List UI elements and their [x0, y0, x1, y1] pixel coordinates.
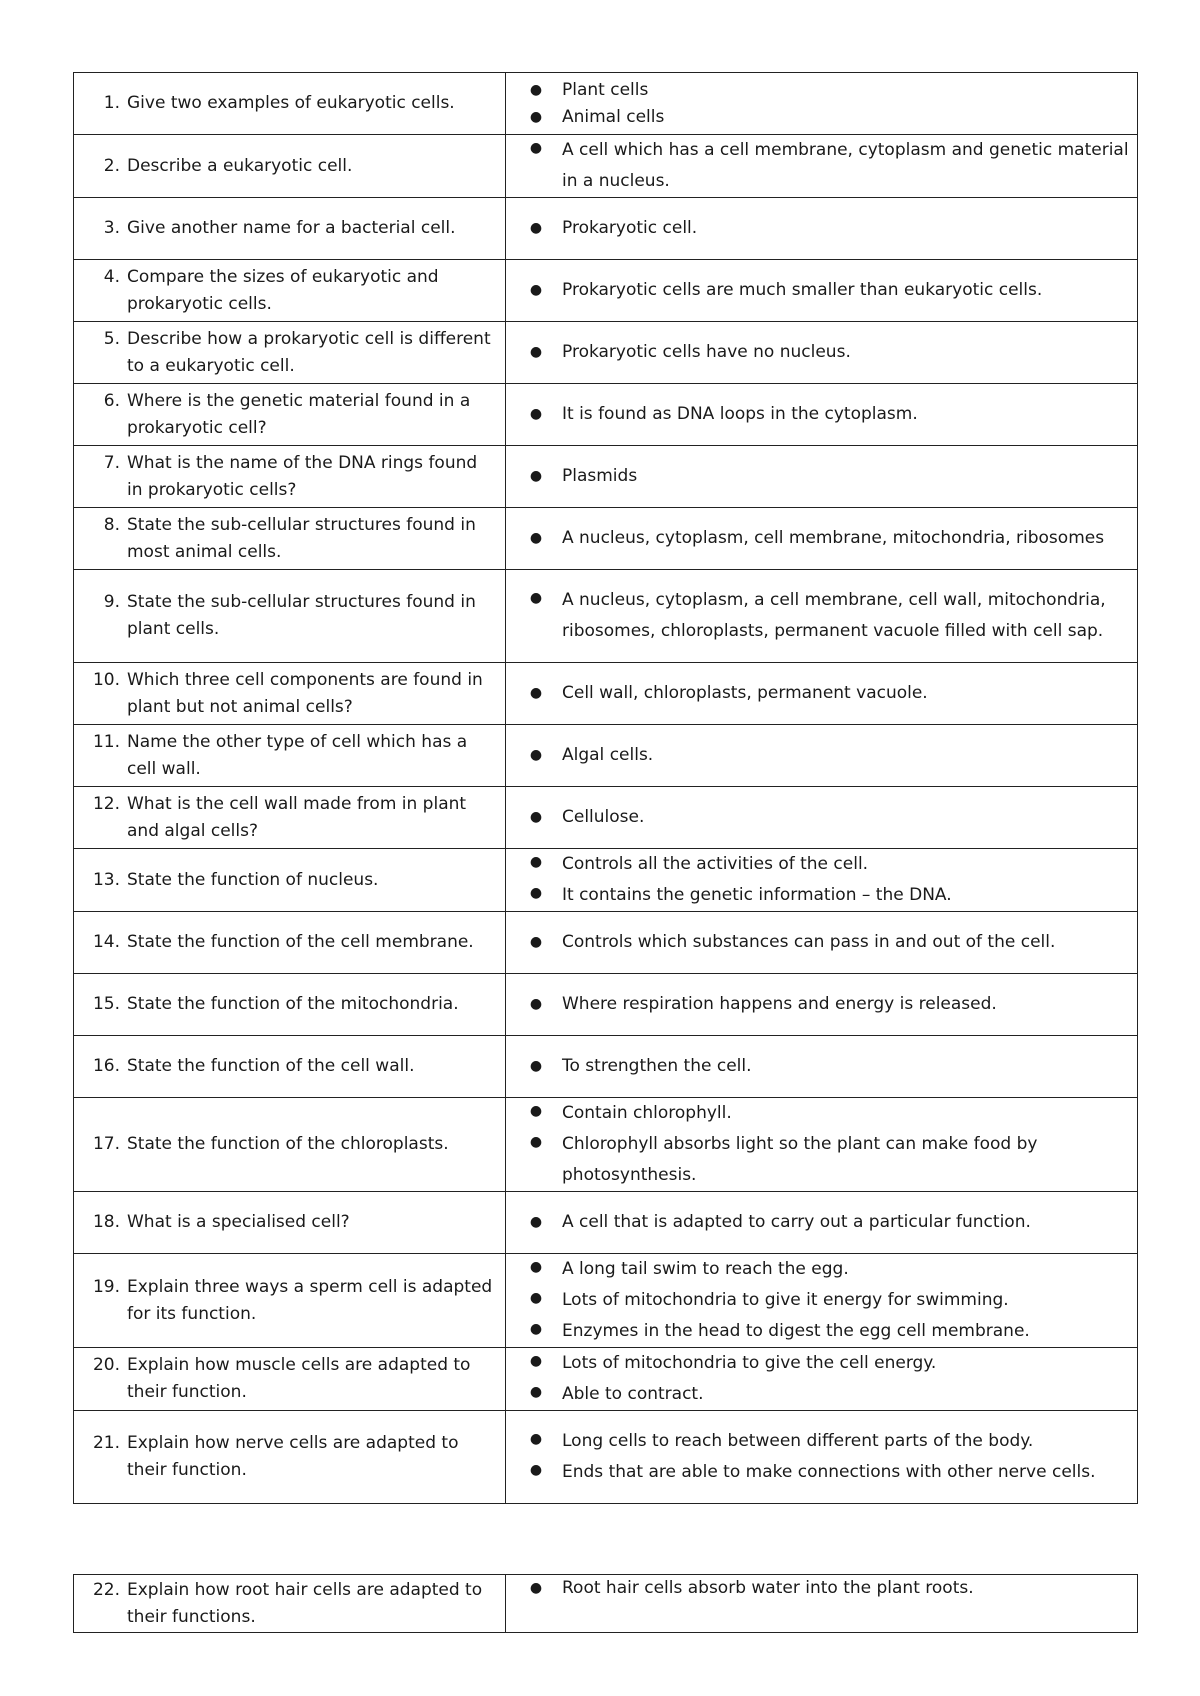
answer-text: A cell which has a cell membrane, cytoplasm and genetic material in a nucleus.: [562, 140, 1129, 191]
answer-list: [506, 804, 1137, 831]
table-row: [74, 570, 1138, 663]
answer-cell: [506, 446, 1138, 508]
answer-text: Controls which substances can pass in and out of the cell.: [562, 932, 1056, 952]
answer-cell: [506, 1098, 1138, 1192]
answer-list: [506, 849, 1137, 911]
answer-item: [506, 849, 1129, 880]
question-text: Compare the sizes of eukaryotic and prokaryotic cells.: [127, 266, 439, 314]
answer-item: [506, 1254, 1129, 1285]
answer-cell: [506, 974, 1138, 1036]
bullet-icon: ●: [529, 590, 543, 606]
question-number: 2.: [103, 155, 120, 176]
question-text: What is the cell wall made from in plant and algal cells?: [127, 793, 467, 841]
bullet-icon: ●: [529, 344, 543, 360]
question-number: 6.: [103, 390, 120, 411]
bullet-icon: ●: [529, 1290, 543, 1306]
table-row: [74, 1192, 1138, 1254]
answer-list: [506, 277, 1137, 304]
question-cell: [74, 849, 506, 912]
answer-cell: [506, 73, 1138, 135]
answer-cell: [506, 663, 1138, 725]
answer-item: [506, 215, 1129, 242]
question-cell: [74, 1254, 506, 1348]
bullet-icon: ●: [529, 1580, 543, 1596]
answer-list: [506, 1053, 1137, 1080]
bullet-icon: ●: [529, 809, 543, 825]
answer-cell: [506, 1575, 1138, 1633]
question-number: 21.: [92, 1433, 120, 1453]
question-text: Explain how muscle cells are adapted to their function.: [127, 1355, 471, 1402]
answer-item: [506, 1053, 1129, 1080]
bullet-icon: ●: [529, 220, 543, 236]
answer-text: Lots of mitochondria to give it energy for swimming.: [562, 1290, 1009, 1310]
answer-cell: [506, 570, 1138, 663]
answer-list: [506, 135, 1137, 197]
answer-text: Plant cells: [562, 79, 649, 100]
bullet-icon: ●: [529, 854, 543, 870]
answer-text: Controls all the activities of the cell.: [562, 854, 869, 874]
bullet-icon: ●: [529, 406, 543, 422]
bullet-icon: ●: [529, 468, 543, 484]
question-number: 14.: [92, 932, 120, 952]
answer-cell: [506, 135, 1138, 198]
answer-item: [506, 135, 1129, 197]
answer-cell: [506, 1254, 1138, 1348]
answer-text: Enzymes in the head to digest the egg cell membrane.: [562, 1321, 1030, 1341]
answer-cell: [506, 1192, 1138, 1254]
question-text: Explain how root hair cells are adapted to their functions.: [127, 1579, 483, 1627]
bullet-icon: ●: [529, 108, 543, 125]
answer-list: [506, 1254, 1137, 1347]
answer-list: [506, 401, 1137, 428]
answer-text: Able to contract.: [562, 1384, 704, 1404]
answer-text: It contains the genetic information – the DNA.: [562, 885, 952, 905]
question-text: Describe a eukaryotic cell.: [127, 155, 353, 176]
question-number: 16.: [92, 1056, 120, 1076]
answer-item: [506, 1348, 1129, 1379]
question-number: 22.: [92, 1579, 120, 1600]
question-cell: [74, 73, 506, 135]
answer-text: Prokaryotic cells are much smaller than eukaryotic cells.: [562, 280, 1043, 300]
bullet-icon: ●: [529, 140, 543, 156]
question-text: What is a specialised cell?: [127, 1212, 350, 1232]
answer-text: Cellulose.: [562, 807, 645, 827]
answer-text: Algal cells.: [562, 745, 654, 765]
table-row: [74, 198, 1138, 260]
question-cell: [74, 974, 506, 1036]
answer-list: [506, 585, 1137, 647]
answer-item: [506, 1098, 1129, 1129]
answer-list: [506, 991, 1137, 1018]
table-row: [74, 1098, 1138, 1192]
answer-text: Animal cells: [562, 106, 665, 127]
answer-item: [506, 277, 1129, 304]
question-cell: [74, 446, 506, 508]
bullet-icon: ●: [529, 1431, 543, 1447]
bullet-icon: ●: [529, 885, 543, 901]
question-cell: [74, 1411, 506, 1504]
question-number: 15.: [92, 994, 120, 1014]
table-row: [74, 725, 1138, 787]
answer-text: Prokaryotic cells have no nucleus.: [562, 342, 851, 362]
question-text: State the function of the cell membrane.: [127, 932, 474, 952]
answer-text: Root hair cells absorb water into the plant roots.: [562, 1578, 974, 1598]
question-text: State the function of nucleus.: [127, 869, 379, 890]
question-number: 10.: [92, 669, 120, 690]
answer-item: [506, 1129, 1129, 1191]
question-cell: [74, 1098, 506, 1192]
answer-list: [506, 1098, 1137, 1191]
answer-item: [506, 929, 1129, 956]
question-cell: [74, 570, 506, 663]
answer-text: Where respiration happens and energy is released.: [562, 994, 997, 1014]
answer-text: A nucleus, cytoplasm, a cell membrane, cell wall, mitochondria, ribosomes, chloroplasts, permanent vacuole filled with cell sap.: [562, 590, 1106, 641]
answer-item: [506, 1379, 1129, 1410]
answer-list: [506, 680, 1137, 707]
question-number: 18.: [92, 1212, 120, 1232]
table-row: [74, 787, 1138, 849]
answer-list: [506, 525, 1137, 552]
bullet-icon: ●: [529, 1462, 543, 1478]
question-number: 9.: [103, 592, 120, 612]
answer-text: Plasmids: [562, 466, 638, 486]
table-row: [74, 663, 1138, 725]
answer-item: [506, 1209, 1129, 1236]
question-text: Explain three ways a sperm cell is adapted for its function.: [127, 1276, 493, 1324]
answer-text: Prokaryotic cell.: [562, 218, 698, 238]
question-cell: [74, 198, 506, 260]
table-row: [74, 73, 1138, 135]
answer-list: [506, 1348, 1137, 1410]
answer-list: [506, 77, 1137, 131]
answer-list: [506, 339, 1137, 366]
question-text: State the function of the chloroplasts.: [127, 1134, 449, 1154]
answer-cell: [506, 1036, 1138, 1098]
question-number: 11.: [92, 731, 120, 752]
answer-list: [506, 1426, 1137, 1488]
bullet-icon: ●: [529, 996, 543, 1012]
question-cell: [74, 663, 506, 725]
table-row: [74, 1575, 1138, 1633]
answer-text: Ends that are able to make connections with other nerve cells.: [562, 1462, 1096, 1482]
qa-table-main: [73, 72, 1138, 1504]
bullet-icon: ●: [529, 1214, 543, 1230]
bullet-icon: ●: [529, 81, 543, 98]
answer-item: [506, 1285, 1129, 1316]
question-text: Which three cell components are found in plant but not animal cells?: [127, 669, 483, 717]
answer-cell: [506, 1348, 1138, 1411]
answer-text: To strengthen the cell.: [562, 1056, 752, 1076]
question-number: 8.: [103, 514, 120, 535]
bullet-icon: ●: [529, 1321, 543, 1337]
question-number: 5.: [103, 328, 120, 349]
question-text: Describe how a prokaryotic cell is different to a eukaryotic cell.: [127, 328, 491, 376]
answer-text: A nucleus, cytoplasm, cell membrane, mitochondria, ribosomes: [562, 528, 1105, 548]
answer-text: Contain chlorophyll.: [562, 1103, 732, 1123]
answer-cell: [506, 849, 1138, 912]
question-number: 19.: [92, 1276, 120, 1297]
answer-text: Lots of mitochondria to give the cell energy.: [562, 1353, 937, 1373]
table-row: [74, 849, 1138, 912]
answer-text: Long cells to reach between different parts of the body.: [562, 1431, 1034, 1451]
answer-list: [506, 215, 1137, 242]
table-row: [74, 322, 1138, 384]
question-text: State the function of the cell wall.: [127, 1056, 415, 1076]
qa-table-continued: [73, 1574, 1138, 1633]
bullet-icon: ●: [529, 685, 543, 701]
bullet-icon: ●: [529, 530, 543, 546]
question-cell: [74, 1348, 506, 1411]
question-number: 20.: [92, 1355, 120, 1375]
answer-item: [506, 401, 1129, 428]
table-row: [74, 974, 1138, 1036]
question-cell: [74, 912, 506, 974]
answer-cell: [506, 787, 1138, 849]
answer-item: [506, 1426, 1129, 1457]
table-row: [74, 135, 1138, 198]
answer-item: [506, 1316, 1129, 1347]
table-row: [74, 260, 1138, 322]
bullet-icon: ●: [529, 282, 543, 298]
answer-cell: [506, 322, 1138, 384]
answer-cell: [506, 260, 1138, 322]
answer-cell: [506, 725, 1138, 787]
answer-text: A long tail swim to reach the egg.: [562, 1259, 849, 1279]
question-cell: [74, 260, 506, 322]
table-row: [74, 912, 1138, 974]
table-row: [74, 1411, 1138, 1504]
table-row: [74, 1254, 1138, 1348]
answer-item: [506, 991, 1129, 1018]
question-text: State the sub-cellular structures found in plant cells.: [127, 592, 476, 639]
question-cell: [74, 1036, 506, 1098]
answer-item: [506, 680, 1129, 707]
answer-item: [506, 339, 1129, 366]
question-number: 17.: [92, 1134, 120, 1154]
bullet-icon: ●: [529, 747, 543, 763]
question-cell: [74, 322, 506, 384]
table-row: [74, 1348, 1138, 1411]
question-cell: [74, 725, 506, 787]
answer-cell: [506, 508, 1138, 570]
question-cell: [74, 508, 506, 570]
answer-cell: [506, 912, 1138, 974]
bullet-icon: ●: [529, 1384, 543, 1400]
bullet-icon: ●: [529, 1058, 543, 1074]
question-text: State the function of the mitochondria.: [127, 994, 459, 1014]
question-number: 12.: [92, 793, 120, 814]
answer-cell: [506, 1411, 1138, 1504]
question-text: Give another name for a bacterial cell.: [127, 218, 456, 238]
table-row: [74, 384, 1138, 446]
answer-text: A cell that is adapted to carry out a particular function.: [562, 1212, 1031, 1232]
question-text: Where is the genetic material found in a prokaryotic cell?: [127, 390, 471, 438]
question-text: What is the name of the DNA rings found in prokaryotic cells?: [127, 452, 478, 500]
question-cell: [74, 787, 506, 849]
answer-text: It is found as DNA loops in the cytoplasm.: [562, 404, 918, 424]
answer-cell: [506, 384, 1138, 446]
answer-item: [506, 77, 1129, 104]
question-cell: [74, 1192, 506, 1254]
question-text: State the sub-cellular structures found in most animal cells.: [127, 514, 476, 562]
answer-text: Cell wall, chloroplasts, permanent vacuole.: [562, 683, 928, 703]
question-text: Name the other type of cell which has a cell wall.: [127, 731, 468, 779]
question-cell: [74, 135, 506, 198]
bullet-icon: ●: [529, 1103, 543, 1119]
answer-item: [506, 804, 1129, 831]
answer-text: Chlorophyll absorbs light so the plant can make food by photosynthesis.: [562, 1134, 1038, 1185]
question-cell: [74, 384, 506, 446]
answer-cell: [506, 198, 1138, 260]
question-number: 7.: [103, 452, 120, 473]
question-text: Give two examples of eukaryotic cells.: [127, 93, 455, 113]
bullet-icon: ●: [529, 1134, 543, 1150]
question-number: 1.: [103, 93, 120, 113]
answer-list: [506, 463, 1137, 490]
answer-list: [506, 929, 1137, 956]
question-text: Explain how nerve cells are adapted to their function.: [127, 1433, 459, 1480]
answer-item: [506, 104, 1129, 131]
table-row: [74, 508, 1138, 570]
bullet-icon: ●: [529, 934, 543, 950]
answer-item: [506, 742, 1129, 769]
answer-item: [506, 525, 1129, 552]
answer-item: [506, 585, 1129, 647]
bullet-icon: ●: [529, 1353, 543, 1369]
table-row: [74, 1036, 1138, 1098]
answer-list: [506, 742, 1137, 769]
answer-list: [506, 1575, 1137, 1602]
question-cell: [74, 1575, 506, 1633]
question-number: 3.: [103, 218, 120, 238]
table-row: [74, 446, 1138, 508]
answer-item: [506, 1575, 1129, 1602]
answer-item: [506, 463, 1129, 490]
bullet-icon: ●: [529, 1259, 543, 1275]
answer-item: [506, 880, 1129, 911]
answer-item: [506, 1457, 1129, 1488]
answer-list: [506, 1209, 1137, 1236]
question-number: 4.: [103, 266, 120, 287]
question-number: 13.: [92, 869, 120, 890]
